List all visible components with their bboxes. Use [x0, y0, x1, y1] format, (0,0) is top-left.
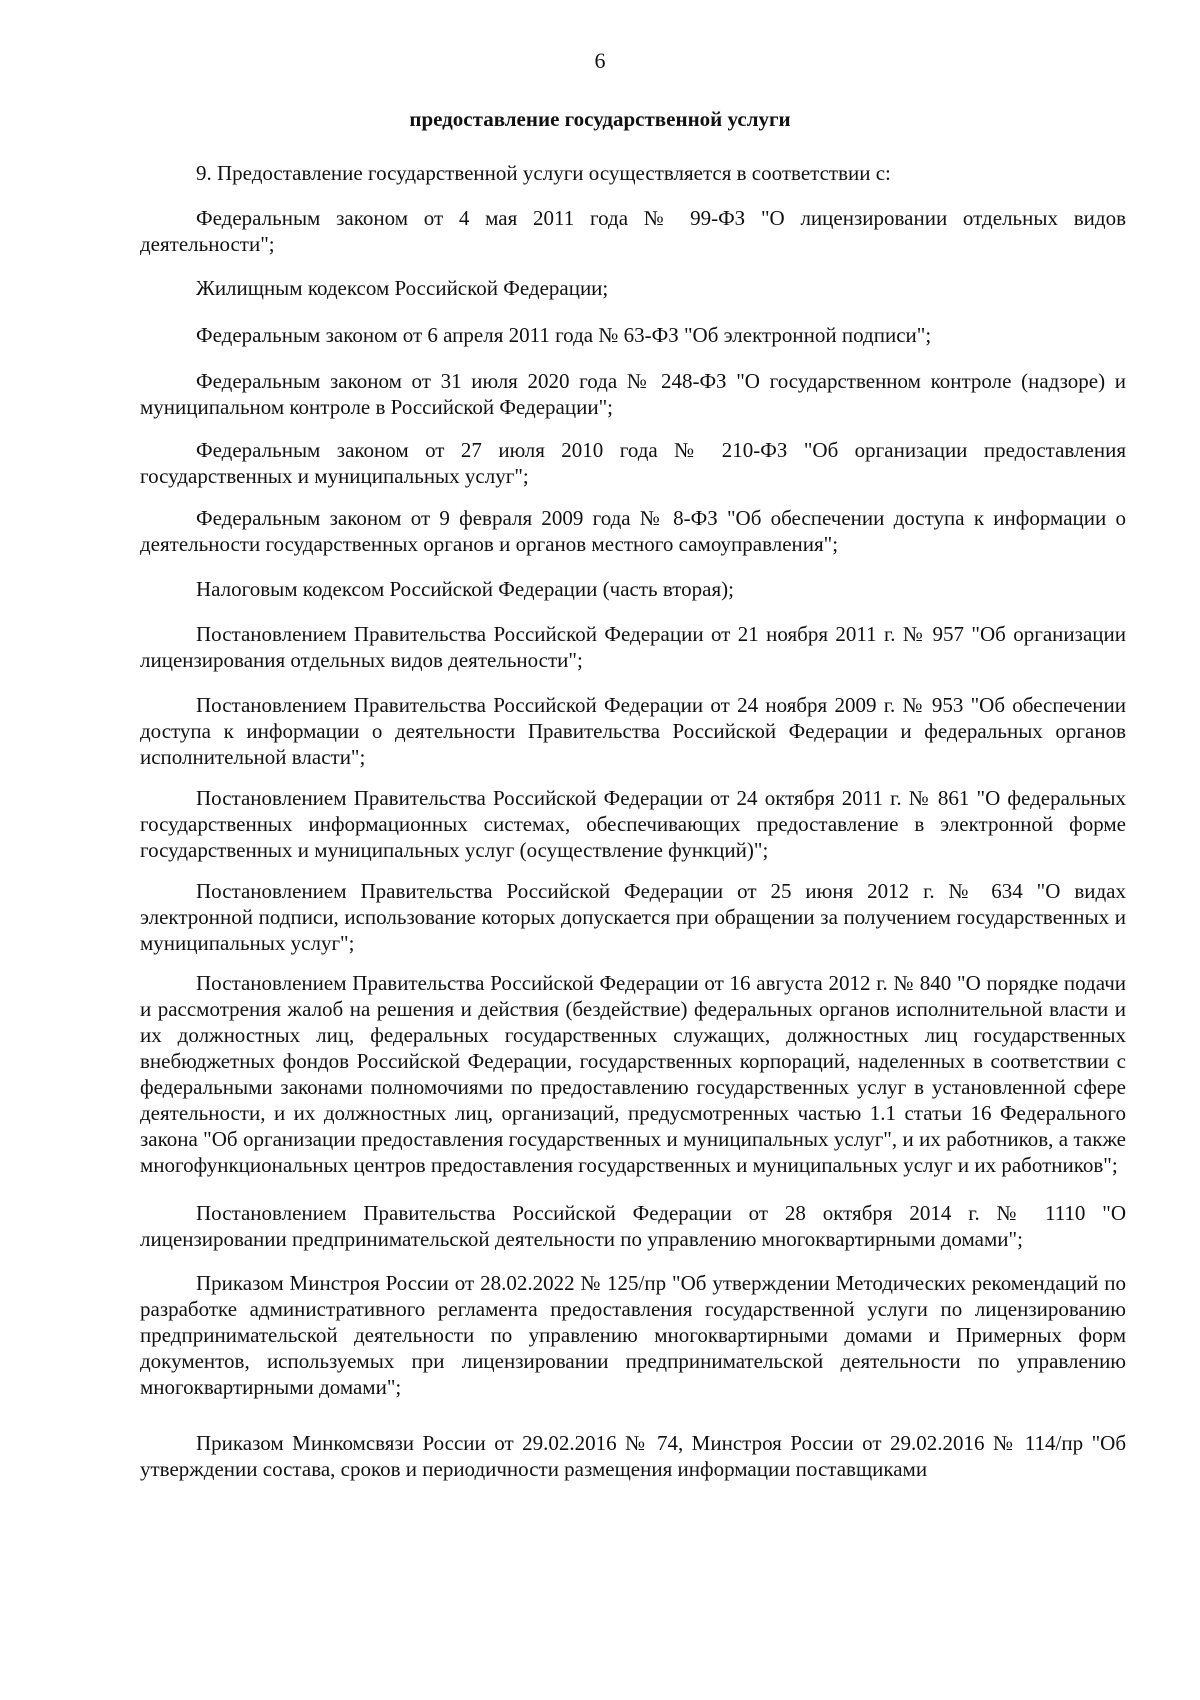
- paragraph-housing-code: Жилищным кодексом Российской Федерации;: [196, 276, 609, 300]
- paragraph-resolution-1110: Постановлением Правительства Российской Федерации от 28 октября 2014 г. № 1110 "О лицензировании предпринимательской деятельности по управлению многоквартирными домами";: [140, 1201, 1126, 1251]
- page-number: 6: [594, 48, 606, 73]
- paragraph-law-99fz: Федеральным законом от 4 мая 2011 года № 99-ФЗ "О лицензировании отдельных видов деятельности";: [140, 206, 1126, 256]
- paragraph-resolution-953: Постановлением Правительства Российской Федерации от 24 ноября 2009 г. № 953 "Об обеспечении доступа к информации о деятельности Правительства Российской Федерации и федеральных органов исполнительной власти";: [140, 693, 1126, 769]
- paragraph-order-74-114pr: Приказом Минкомсвязи России от 29.02.2016 № 74, Минстроя России от 29.02.2016 № 114/пр "Об утверждении состава, сроков и периодичности размещения информации поставщиками: [140, 1431, 1126, 1481]
- paragraph-law-63fz: Федеральным законом от 6 апреля 2011 года № 63-ФЗ "Об электронной подписи";: [196, 323, 932, 347]
- paragraph-order-125pr: Приказом Минстроя России от 28.02.2022 № 125/пр "Об утверждении Методических рекомендаций по разработке административного регламента предоставления государственной услуги по лицензированию предпринимательской деятельности по управлению многоквартирными домами и Примерных форм документов, используемых при лицензировании предпринимательской деятельности по управлению многоквартирными домами";: [140, 1271, 1126, 1399]
- paragraph-law-248fz: Федеральным законом от 31 июля 2020 года № 248-ФЗ "О государственном контроле (надзоре) и муниципальном контроле в Российской Федерации";: [140, 369, 1126, 419]
- paragraph-law-8fz: Федеральным законом от 9 февраля 2009 года № 8-ФЗ "Об обеспечении доступа к информации о деятельности государственных органов и органов местного самоуправления";: [140, 506, 1126, 556]
- paragraph-resolution-840: Постановлением Правительства Российской Федерации от 16 августа 2012 г. № 840 "О порядке подачи и рассмотрения жалоб на решения и действия (бездействие) федеральных органов исполнительной власти и их должностных лиц, федеральных государственных служащих, должностных лиц государственных внебюджетных фондов Российской Федерации, государственных корпораций, наделенных в соответствии с федеральными законами полномочиями по предоставлению государственных услуг в установленной сфере деятельности, и их должностных лиц, организаций, предусмотренных частью 1.1 статьи 16 Федерального закона "Об организации предоставления государственных и муниципальных услуг", и их работников, а также многофункциональных центров предоставления государственных и муниципальных услуг и их работников";: [140, 971, 1126, 1177]
- paragraph-law-210fz: Федеральным законом от 27 июля 2010 года № 210-ФЗ "Об организации предоставления государственных и муниципальных услуг";: [140, 438, 1126, 488]
- section-heading: предоставление государственной услуги: [409, 107, 791, 131]
- paragraph-resolution-957: Постановлением Правительства Российской Федерации от 21 ноября 2011 г. № 957 "Об организации лицензирования отдельных видов деятельности";: [140, 622, 1126, 672]
- paragraph-tax-code: Налоговым кодексом Российской Федерации (часть вторая);: [196, 577, 734, 601]
- paragraph-intro: 9. Предоставление государственной услуги осуществляется в соответствии с:: [196, 161, 891, 185]
- paragraph-resolution-861: Постановлением Правительства Российской Федерации от 24 октября 2011 г. № 861 "О федеральных государственных информационных системах, обеспечивающих предоставление в электронной форме государственных и муниципальных услуг (осуществление функций)";: [140, 786, 1126, 862]
- paragraph-resolution-634: Постановлением Правительства Российской Федерации от 25 июня 2012 г. № 634 "О видах электронной подписи, использование которых допускается при обращении за получением государственных и муниципальных услуг";: [140, 879, 1126, 955]
